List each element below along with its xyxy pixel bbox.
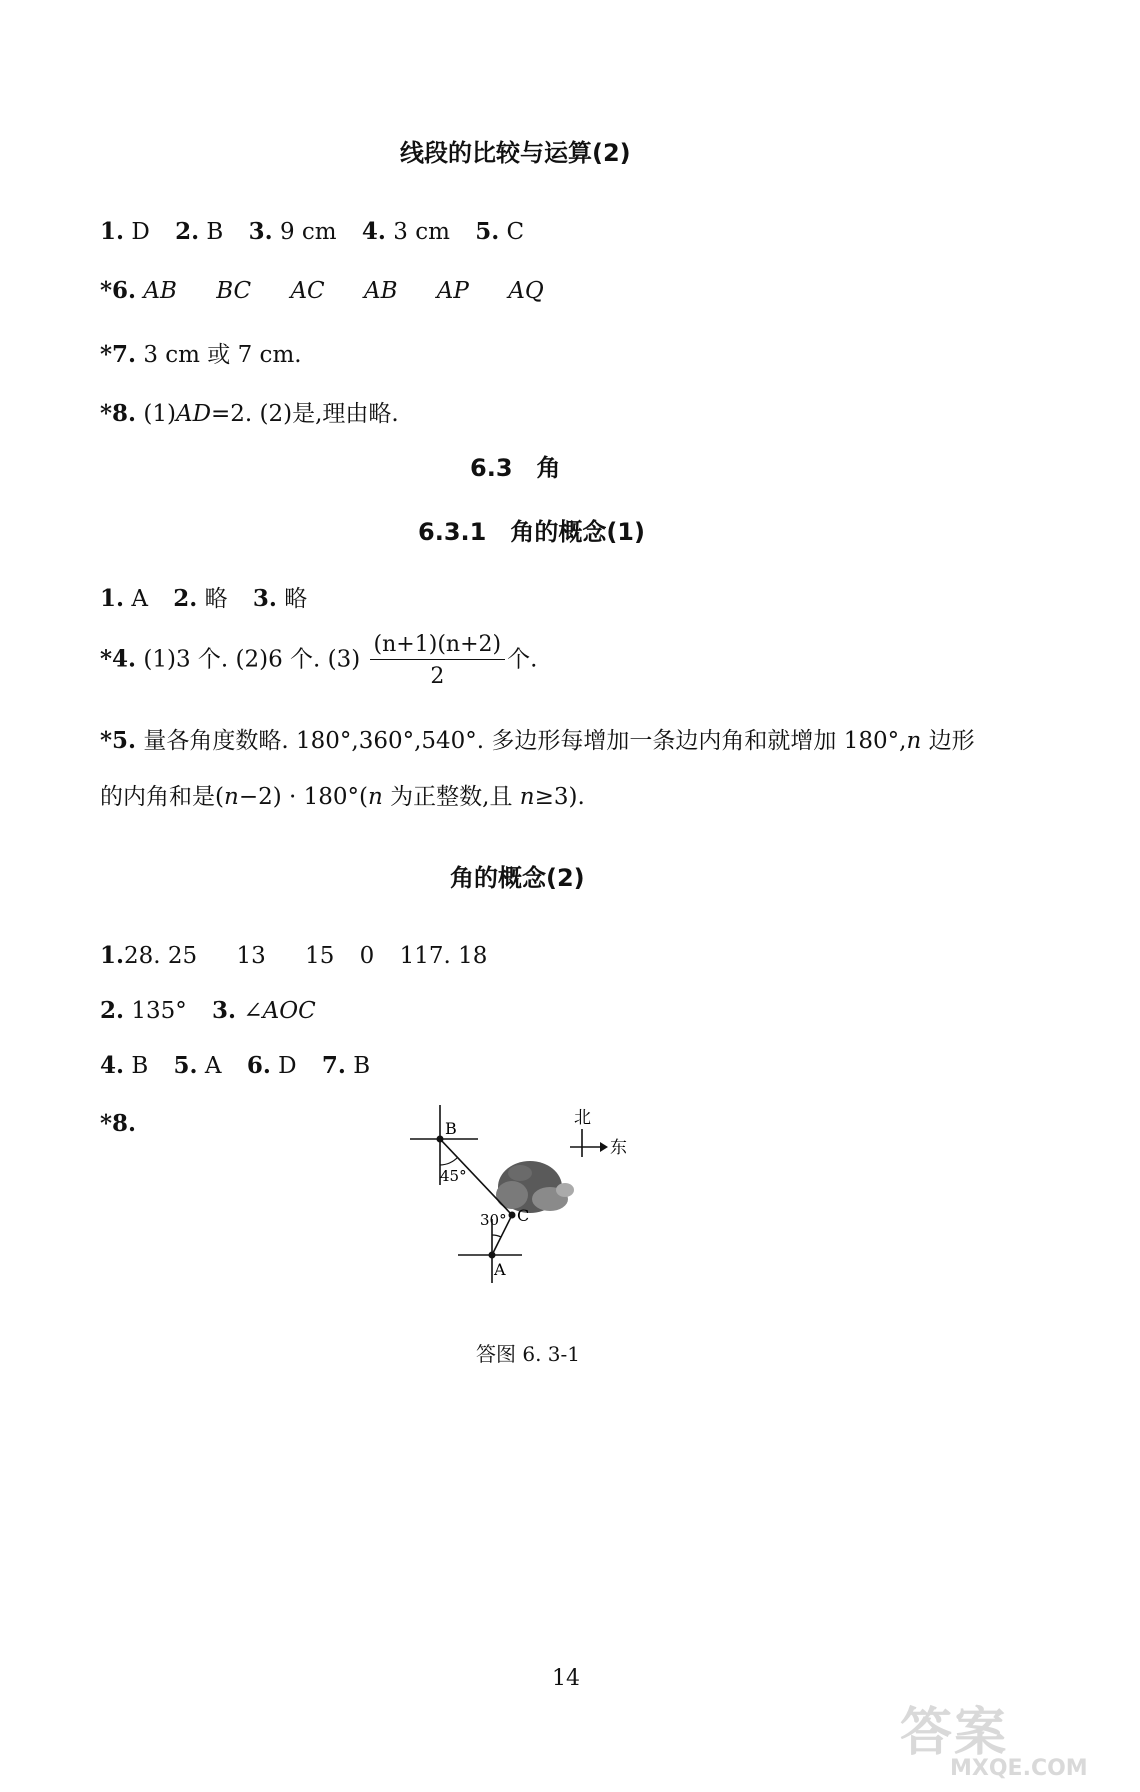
answer-line-5-cont: 的内角和是(n−2) · 180°(n 为正整数,且 n≥3). [100,784,585,810]
fraction-denominator: 2 [430,664,445,689]
point-a [489,1252,496,1259]
answer-line-5: *5. 量各角度数略. 180°,360°,540°. 多边形每增加一条边内角和就增加 180°,n 边形 [100,727,975,754]
answer-line-4: *4. (1)3 个. (2)6 个. (3) $\frac{(n+1)(n+2)}{2}$ 个. [100,632,538,689]
direction-figure [400,1095,740,1315]
watermark-url: MXQE.COM [950,1756,1088,1781]
angle-label-a: 30° [480,1211,507,1229]
answer-line-8: *8. (1)AD=2. (2)是,理由略. [100,400,399,427]
label-c: C [517,1206,530,1225]
fraction [370,632,506,689]
point-c [509,1212,516,1219]
east-arrow-head [600,1142,608,1152]
page-number: 14 [552,1666,580,1691]
angle-arc-b [440,1157,458,1165]
answer-line-8b: *8. [100,1110,137,1137]
fraction-numerator: (n+1)(n+2) [370,632,506,660]
section-title-6-3-1: 6.3.1 角的概念(1) [418,518,645,546]
section-title-angle-2: 角的概念(2) [450,864,585,892]
answer-line-1-3: 1. A 2. 略 3. 略 [100,585,308,612]
answer-line-1: 1. D 2. B 3. 9 cm 4. 3 cm 5. C [100,218,525,245]
section-title-1: 线段的比较与运算(2) [400,139,631,167]
angle-label-b: 45° [440,1167,467,1185]
watermark-logo: 答案 [900,1703,1009,1763]
angle-arc-a [492,1235,501,1237]
answer-line-7: *7. 3 cm 或 7 cm. [100,341,302,368]
label-a: A [494,1260,506,1279]
section-title-6-3: 6.3 角 [470,454,561,482]
figure-caption: 答图 6. 3-1 [476,1342,581,1366]
label-b: B [445,1119,457,1138]
answer-line-4-7: 4. B 5. A 6. D 7. B [100,1052,371,1079]
answer-line-1b: 1.28. 25 13 15 0 117. 18 [100,942,488,969]
shaded-region [496,1161,574,1213]
north-label: 北 [574,1108,591,1128]
answer-line-2-3: 2. 135° 3. ∠AOC [100,997,316,1024]
answer-line-6: *6. AB BC AC AB AP AQ [100,277,544,304]
east-label: 东 [610,1138,627,1158]
